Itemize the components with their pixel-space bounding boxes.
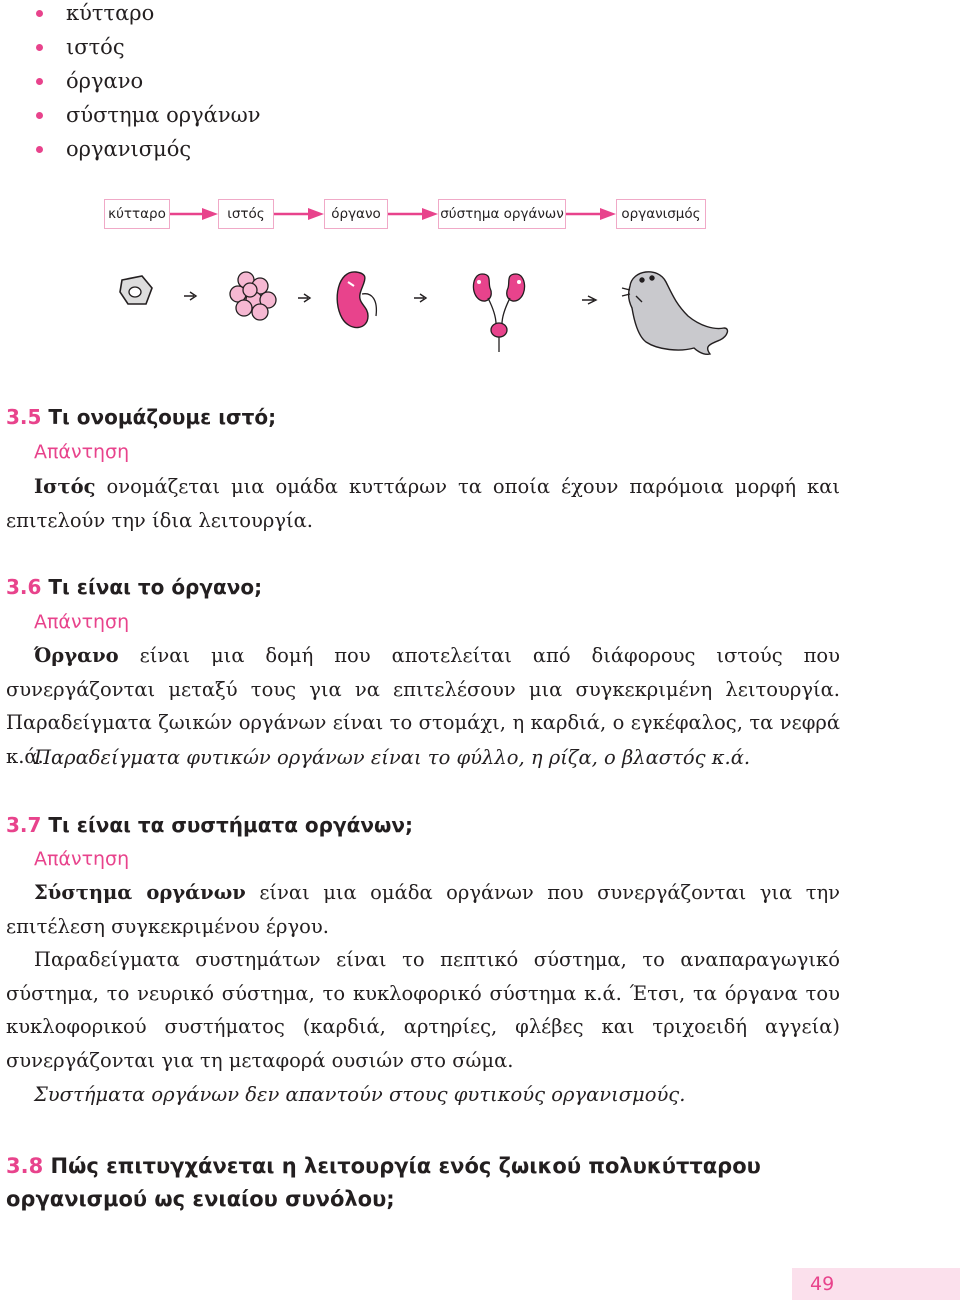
question-3-5-title <box>6 404 276 430</box>
flow-arrow-icon <box>388 207 438 221</box>
arrow-icon <box>414 294 426 302</box>
answer-label: Απάντηση <box>34 611 130 633</box>
answer-3-5-paragraph <box>6 470 840 537</box>
list-item: όργανο <box>36 68 261 102</box>
urinary-system-icon <box>473 274 524 352</box>
list-item: ιστός <box>36 34 261 68</box>
seal-icon <box>622 272 727 355</box>
answer-text: ονομάζεται μια ομάδα κυττάρων τα οποία έχουν παρόμοια μορφή και επιτελούν την ίδια λειτουργία. <box>6 475 841 532</box>
arrow-icon <box>582 296 596 304</box>
question-number-sub: 6 <box>27 575 42 599</box>
page-number: 49 <box>792 1268 960 1300</box>
term-tissue: Ιστός <box>34 475 96 498</box>
list-item: κύτταρο <box>36 0 261 34</box>
question-number-sub: 5 <box>27 405 42 429</box>
question-text: Τι ονομάζουμε ιστό; <box>48 405 277 429</box>
flow-box-cell: κύτταρο <box>104 199 170 229</box>
term-organ: Όργανο <box>34 644 119 667</box>
question-number: 3. <box>6 813 28 837</box>
hierarchy-bullet-list <box>36 0 261 170</box>
question-text: Τι είναι τα συστήματα οργάνων; <box>48 813 413 837</box>
question-number: 3. <box>6 1154 29 1178</box>
answer-text: είναι μια δομή που αποτελείται από διάφορους ιστούς που συνεργάζονται μεταξύ τους για να επιτελέσουν μια συγκεκριμένη λειτουργία. Παραδείγματα ζωικών οργάνων είναι το στομάχι, η καρδιά, ο εγκέφαλος, τα νεφρά κ.ά. <box>6 644 840 768</box>
answer-3-6-plant-note: Παραδείγματα φυτικών οργάνων είναι το φύλλο, η ρίζα, ο βλαστός κ.ά. <box>34 746 751 769</box>
question-3-6-title <box>6 574 262 600</box>
flow-box-organism: οργανισμός <box>616 199 706 229</box>
flow-box-organ: όργανο <box>324 199 388 229</box>
answer-label: Απάντηση <box>34 848 130 870</box>
flow-box-organ-system: σύστημα οργάνων <box>438 199 566 229</box>
question-3-8-title <box>6 1150 836 1216</box>
question-text: Τι είναι το όργανο; <box>48 575 263 599</box>
question-number: 3. <box>6 405 28 429</box>
question-number: 3. <box>6 575 28 599</box>
list-item: οργανισμός <box>36 136 261 170</box>
answer-label: Απάντηση <box>34 441 130 463</box>
arrow-icon <box>184 292 196 300</box>
cell-icon <box>120 276 152 304</box>
answer-3-7-plant-note: Συστήματα οργάνων δεν απαντούν στους φυτικούς οργανισμούς. <box>34 1083 686 1106</box>
term-organ-system: Σύστημα οργάνων <box>34 881 246 904</box>
question-number-sub: 7 <box>27 813 42 837</box>
hierarchy-illustration <box>110 260 740 360</box>
flow-arrow-icon <box>274 207 324 221</box>
list-item: σύστημα οργάνων <box>36 102 261 136</box>
question-3-7-title <box>6 812 413 838</box>
kidney-icon <box>337 272 376 328</box>
answer-3-7-examples: Παραδείγματα συστημάτων είναι το πεπτικό σύστημα, το αναπαραγωγικό σύστημα, το νευρικό σύστημα, το κυκλοφορικό σύστημα κ.ά. Έτσι, τα όργανα του κυκλοφορικού συστήματος (καρδιά, αρτηρίες, φλέβες και τριχοειδή αγγεία) συνεργάζονται για τη μεταφορά ουσιών στο σώμα. <box>6 948 840 1072</box>
question-text: Πώς επιτυγχάνεται η λειτουργία ενός ζωικού πολυκύτταρου οργανισμού ως ενιαίου συνόλου; <box>6 1154 761 1211</box>
answer-3-7-paragraph <box>6 876 840 943</box>
tissue-icon <box>230 272 276 320</box>
flow-arrow-icon <box>170 207 218 221</box>
question-number-sub: 8 <box>28 1154 44 1178</box>
answer-text: είναι μια ομάδα οργάνων που συνεργάζονται για την επιτέλεση συγκεκριμένου έργου. <box>6 881 841 938</box>
arrow-icon <box>298 294 310 302</box>
flow-box-tissue: ιστός <box>218 199 274 229</box>
flow-arrow-icon <box>566 207 616 221</box>
